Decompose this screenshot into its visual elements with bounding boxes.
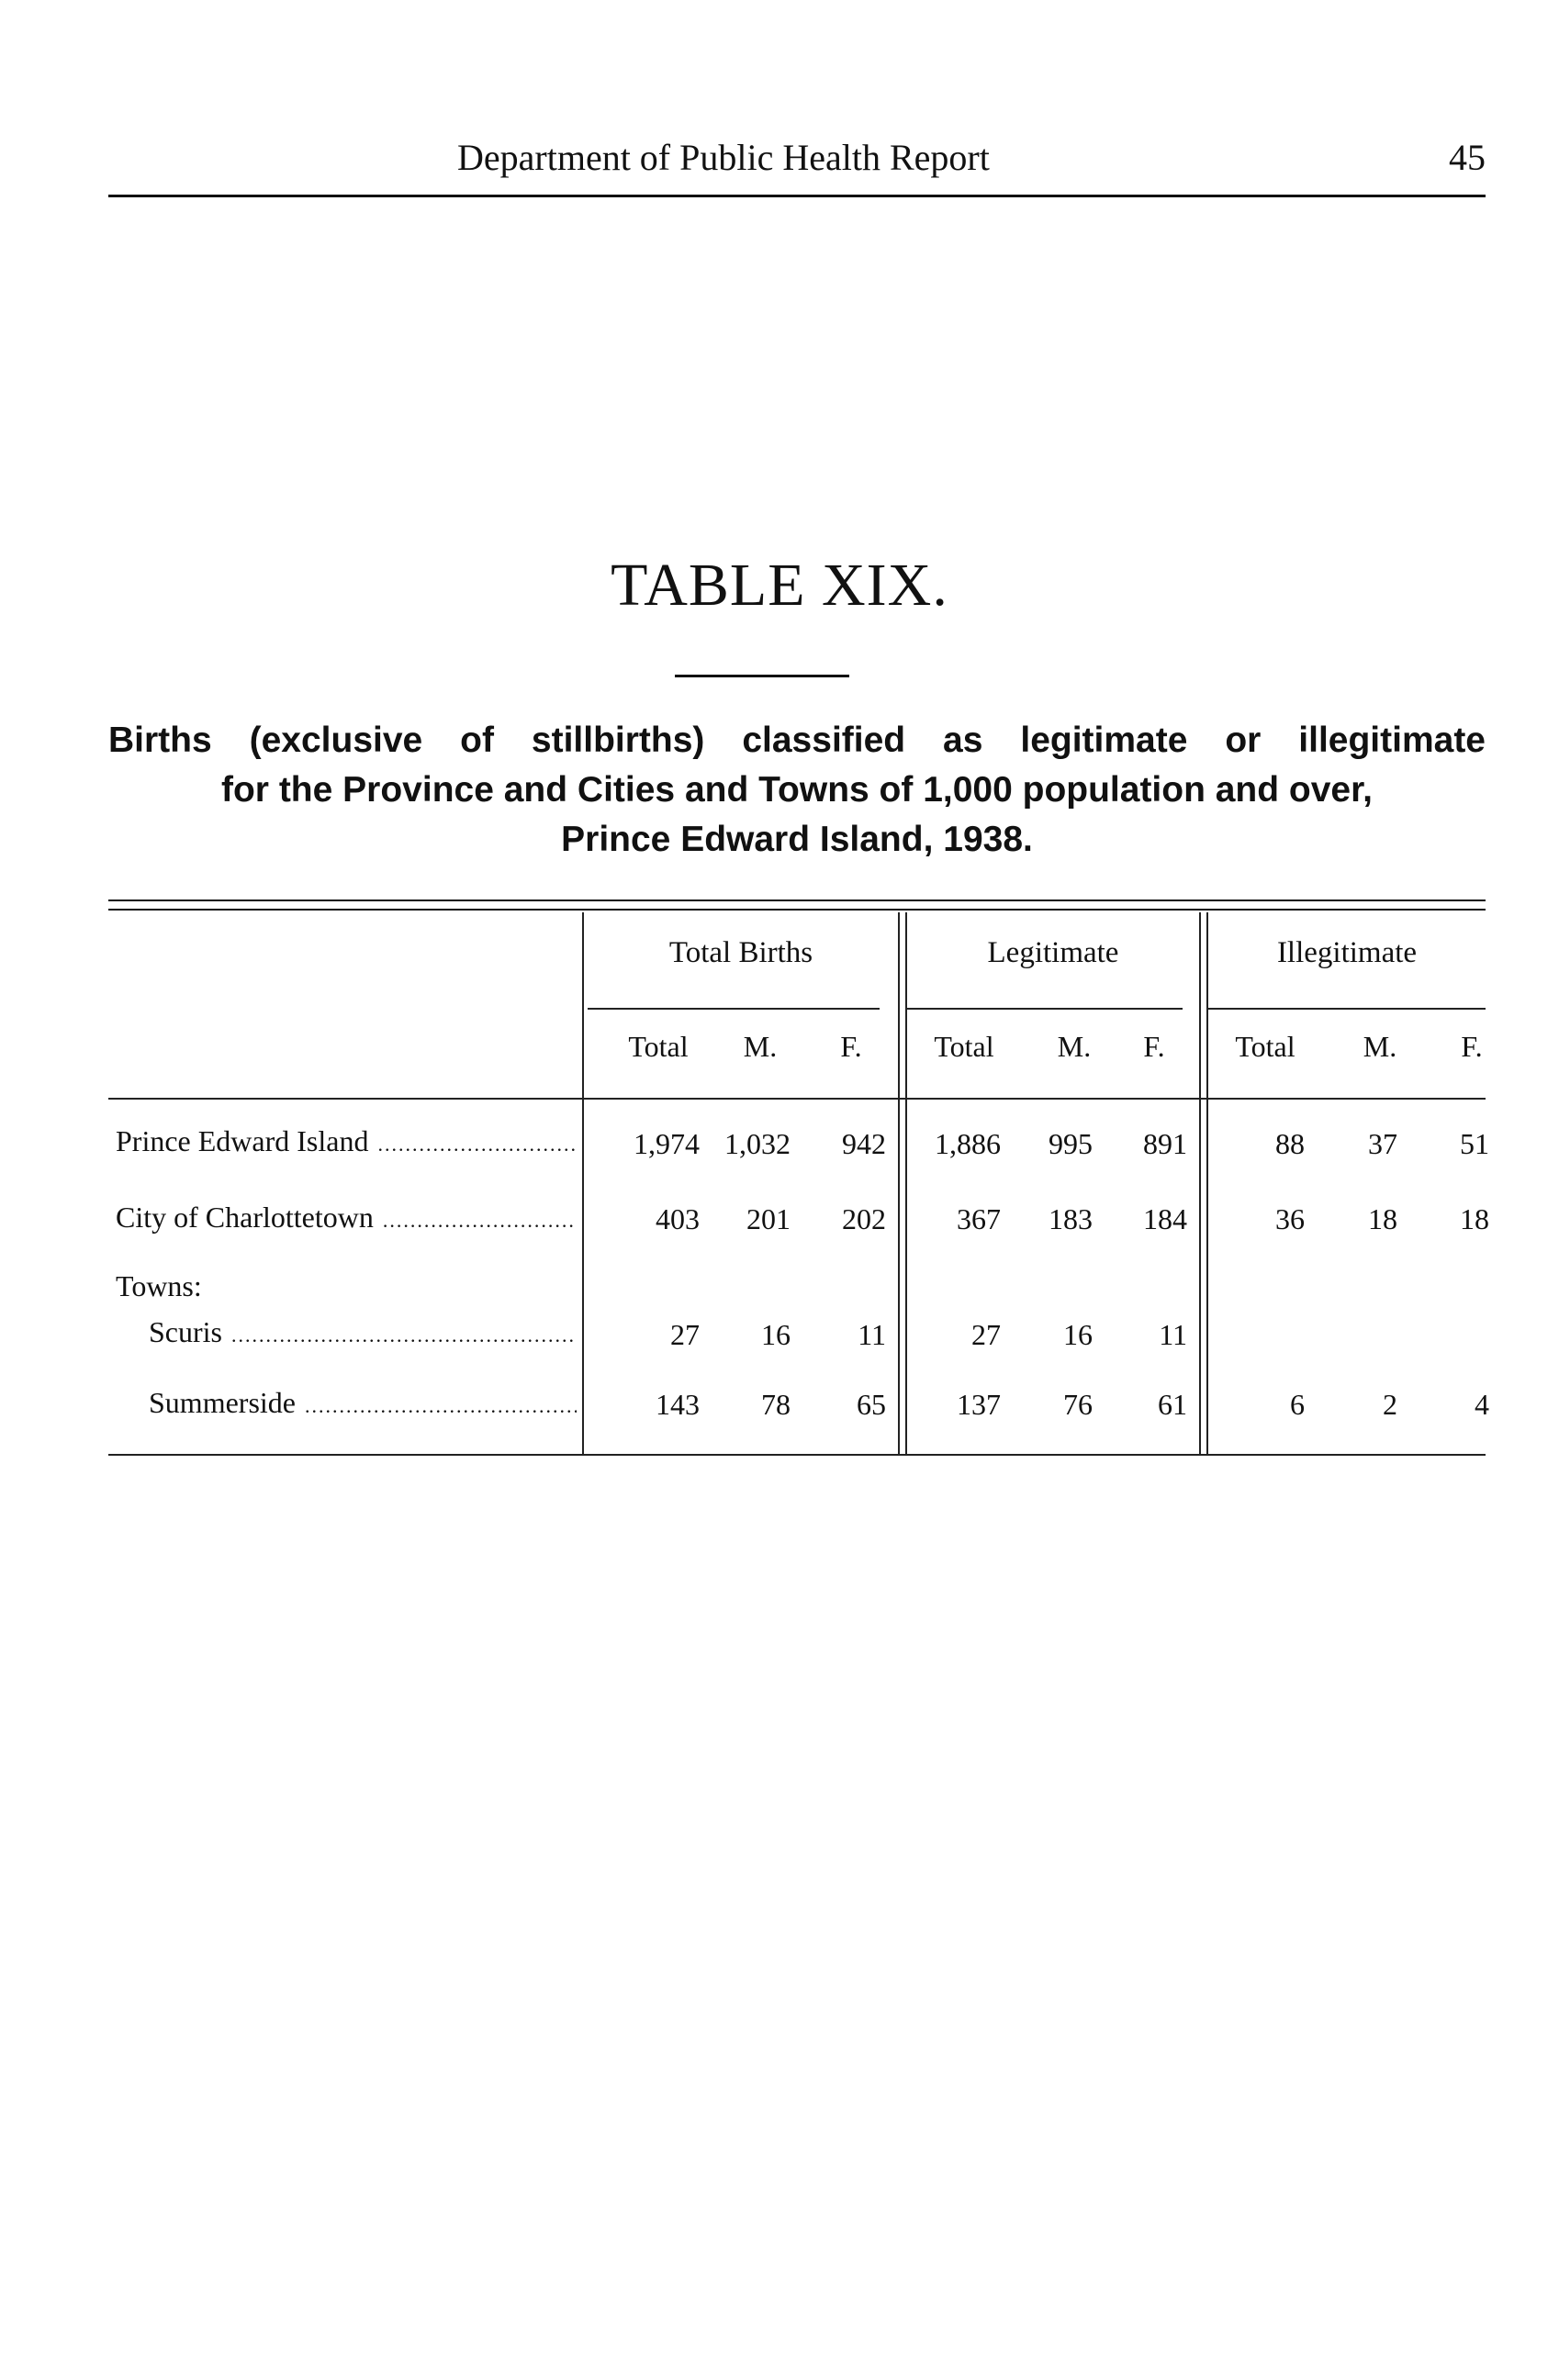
- subheader-m: M.: [1363, 1030, 1397, 1063]
- table-cell: 202: [842, 1202, 886, 1235]
- subheader-f: F.: [1461, 1030, 1483, 1063]
- table-cell: 88: [1275, 1127, 1305, 1160]
- subheader-f: F.: [1143, 1030, 1165, 1063]
- table-cell: 6: [1290, 1388, 1305, 1421]
- dot-leader: [305, 1394, 577, 1418]
- table-caption: [108, 716, 1486, 865]
- header-bottom-rule: [108, 1098, 1486, 1100]
- page-number: 45: [1449, 137, 1486, 178]
- table-cell: 137: [957, 1388, 1001, 1421]
- header-rule: [108, 195, 1486, 197]
- row-label-text: City of Charlottetown: [116, 1201, 374, 1234]
- header-illegitimate: Illegitimate: [1276, 936, 1418, 969]
- table-cell: 27: [670, 1318, 700, 1351]
- row-label: [116, 1124, 577, 1158]
- subheader-total: Total: [628, 1030, 689, 1063]
- subheader-m: M.: [743, 1030, 778, 1063]
- subheader-m: M.: [1057, 1030, 1092, 1063]
- subheader-total: Total: [934, 1030, 994, 1063]
- table-cell: 1,032: [724, 1127, 791, 1160]
- table-cell: 1,974: [634, 1127, 700, 1160]
- dot-leader: [383, 1209, 577, 1233]
- page-header: [108, 136, 1486, 187]
- dot-leader: [231, 1324, 577, 1347]
- header-total-births: Total Births: [668, 936, 813, 969]
- subheader-total: Total: [1235, 1030, 1295, 1063]
- table-cell: 61: [1158, 1388, 1187, 1421]
- group-divider-2b: [1206, 912, 1208, 1454]
- table-top-rule: [108, 899, 1486, 901]
- table-cell: 18: [1460, 1202, 1489, 1235]
- table-cell: 16: [1063, 1318, 1093, 1351]
- table-cell: 76: [1063, 1388, 1093, 1421]
- table-cell: 65: [857, 1388, 886, 1421]
- caption-line-1: Births (exclusive of stillbirths) classified as legitimate or illegitimate: [108, 721, 1486, 760]
- table-cell: 183: [1049, 1202, 1093, 1235]
- table-cell: 995: [1049, 1127, 1093, 1160]
- table-cell: 367: [957, 1202, 1001, 1235]
- table-cell: 51: [1460, 1127, 1489, 1160]
- towns-label: Towns:: [116, 1269, 202, 1302]
- table-cell: 942: [842, 1127, 886, 1160]
- table-title: TABLE XIX.: [611, 552, 948, 619]
- table-cell: 11: [858, 1318, 886, 1351]
- group-rule-1: [588, 1008, 880, 1010]
- subheader-f: F.: [840, 1030, 862, 1063]
- table-cell: 11: [1159, 1318, 1187, 1351]
- table-cell: 891: [1143, 1127, 1187, 1160]
- row-label: [149, 1315, 577, 1349]
- table-cell: 36: [1275, 1202, 1305, 1235]
- row-label-text: Scuris: [149, 1315, 222, 1348]
- row-label-text: Summerside: [149, 1386, 296, 1419]
- table-cell: 4: [1475, 1388, 1489, 1421]
- table-cell: 27: [971, 1318, 1001, 1351]
- table-cell: 16: [761, 1318, 791, 1351]
- table-cell: 1,886: [935, 1127, 1001, 1160]
- table-cell: 18: [1368, 1202, 1397, 1235]
- group-divider-2a: [1199, 912, 1201, 1454]
- table-top-rule-2: [108, 909, 1486, 911]
- table-cell: 184: [1143, 1202, 1187, 1235]
- dot-leader: [377, 1133, 577, 1156]
- stub-divider: [582, 912, 584, 1454]
- row-label-text: Prince Edward Island: [116, 1124, 369, 1157]
- table-cell: 37: [1368, 1127, 1397, 1160]
- caption-line-3: Prince Edward Island, 1938.: [561, 820, 1033, 859]
- table-cell: 143: [656, 1388, 700, 1421]
- table-cell: 78: [761, 1388, 791, 1421]
- caption-line-2: for the Province and Cities and Towns of 1,000 population and over,: [221, 770, 1373, 810]
- group-rule-3: [1208, 1008, 1486, 1010]
- table-cell: 2: [1383, 1388, 1397, 1421]
- group-rule-2: [907, 1008, 1183, 1010]
- table-bottom-rule: [108, 1454, 1486, 1456]
- group-divider-1b: [905, 912, 907, 1454]
- table-cell: 403: [656, 1202, 700, 1235]
- title-rule: [675, 675, 849, 677]
- row-label: [116, 1201, 577, 1235]
- header-legitimate: Legitimate: [987, 936, 1119, 969]
- table-cell: 201: [746, 1202, 791, 1235]
- row-label: [149, 1386, 577, 1420]
- group-divider-1a: [898, 912, 900, 1454]
- report-title: Department of Public Health Report: [457, 137, 990, 178]
